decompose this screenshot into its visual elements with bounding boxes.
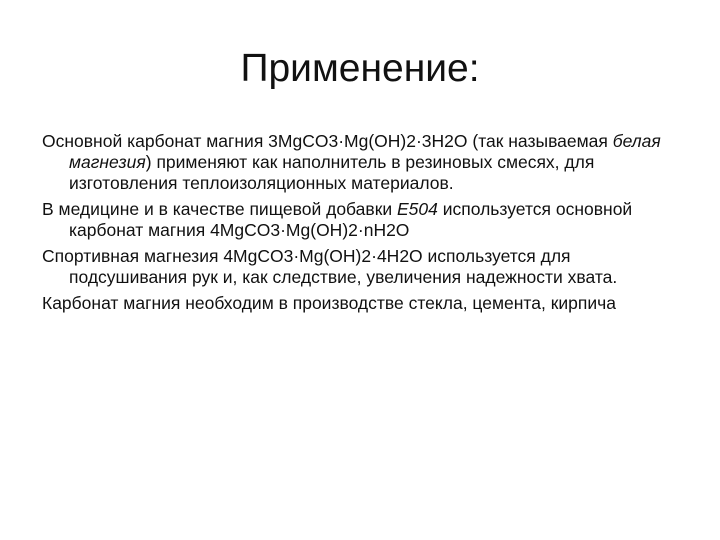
paragraph-text: ) применяют как наполнитель в резиновых смесях, для изготовления теплоизоляционных материалов. <box>69 152 595 193</box>
paragraph-text: В медицине и в качестве пищевой добавки <box>42 199 397 219</box>
paragraph-sport-use: Спортивная магнезия 4MgCO3·Mg(OH)2·4H2O используется для подсушивания рук и, как следствие, увеличения надежности хвата. <box>42 246 618 287</box>
emphasis-term: белая магнезия <box>69 131 661 172</box>
slide-body <box>42 131 662 319</box>
paragraph-production-use: Карбонат магния необходим в производстве стекла, цемента, кирпича <box>42 293 616 313</box>
paragraph-medical-use <box>42 199 662 241</box>
emphasis-term: E504 <box>397 199 438 219</box>
paragraph-text: используется основной карбонат магния 4MgCO3·Mg(OH)2·nH2O <box>69 199 633 240</box>
paragraph-industrial-use <box>42 131 662 194</box>
paragraph-text: Основной карбонат магния 3MgCO3·Mg(OH)2·3H2O (так называемая <box>42 131 613 151</box>
slide-title: Применение: <box>240 47 480 90</box>
